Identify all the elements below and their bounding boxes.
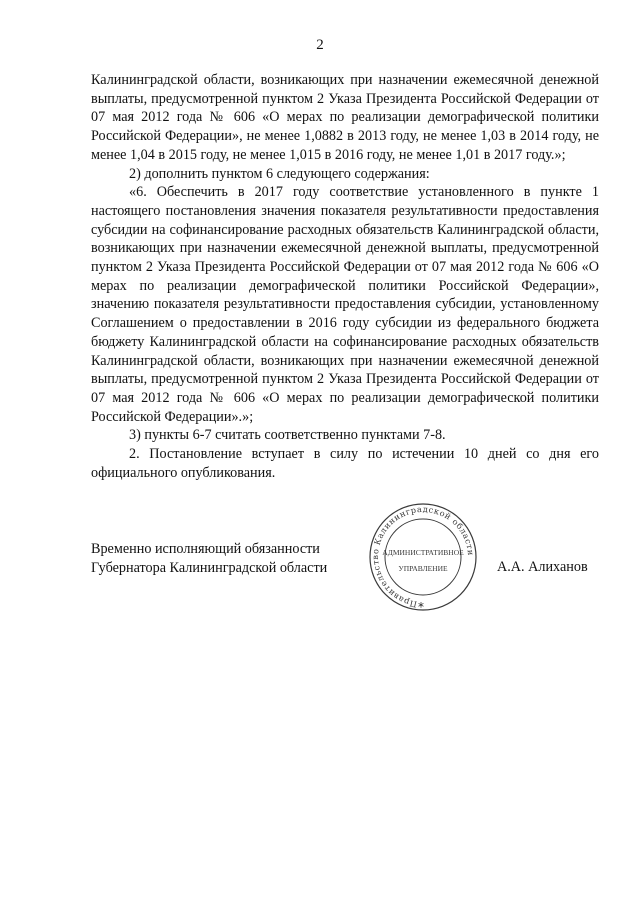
- signatory-name: А.А. Алиханов: [497, 559, 588, 575]
- official-seal-stamp: [358, 503, 488, 615]
- paragraph-effective-date: 2. Постановление вступает в силу по истечении 10 дней со дня его официального опубликования.: [91, 446, 599, 481]
- seal-inner-text-2: УПРАВЛЕНИЕ: [398, 564, 448, 573]
- seal-star-icon: *: [418, 600, 424, 614]
- page-number: 2: [316, 37, 324, 53]
- signature-title-line-2: Губернатора Калининградской области: [91, 560, 328, 576]
- signature-title: [91, 540, 361, 578]
- seal-outer-text: Правительство Калининградской области: [370, 503, 477, 610]
- paragraph-point-6: «6. Обеспечить в 2017 году соответствие установленного в пункте 1 настоящего постановления значения показателя результативности предоставления субсидии на софинансирование расходных обязательств Калининградской области, возникающих при назначении ежемесячной денежной выплаты, предусмотренной пунктом 2 Указа Президента Российской Федерации от 07 мая 2012 года № 606 «О мерах по реализации демографической политики Российской Федерации», значению показателя результативности предоставления субсидии, установленному Соглашением о предоставлении в 2016 году субсидии из федерального бюджета бюджету Калининградской области на софинансирование расходных обязательств Калининградской области, возникающих при назначении ежемесячной денежной выплаты, предусмотренной пунктом 2 Указа Президента Российской Федерации от 07 мая 2012 года № 606 «О мерах по реализации демографической политики Российской Федерации».»;: [91, 184, 599, 425]
- document-body: [91, 71, 599, 482]
- paragraph-continuation: Калининградской области, возникающих при назначении ежемесячной денежной выплаты, предусмотренной пунктом 2 Указа Президента Российской Федерации от 07 мая 2012 года № 606 «О мерах по реализации демографической политики Российской Федерации», не менее 1,0882 в 2013 году, не менее 1,03 в 2014 году, не менее 1,04 в 2015 году, не менее 1,015 в 2016 году, не менее 1,01 в 2017 году.»;: [91, 72, 599, 163]
- paragraph-amendment-2: 2) дополнить пунктом 6 следующего содержания:: [129, 165, 430, 182]
- seal-inner-text-1: АДМИНИСТРАТИВНОЕ: [382, 548, 464, 557]
- signature-title-line-1: Временно исполняющий обязанности: [91, 541, 320, 557]
- paragraph-amendment-3: 3) пункты 6-7 считать соответственно пунктами 7-8.: [129, 427, 446, 444]
